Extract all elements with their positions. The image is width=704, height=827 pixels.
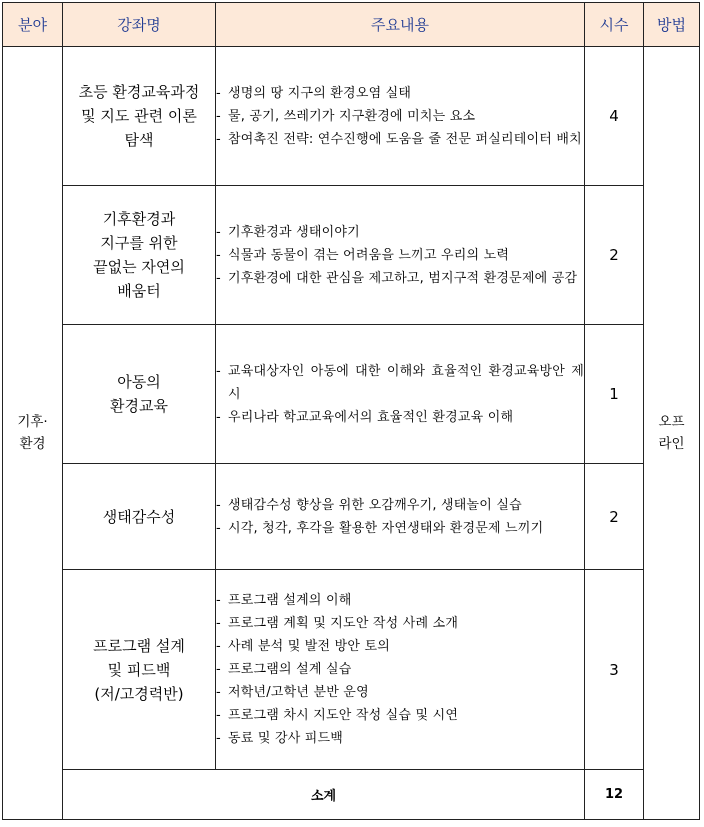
content-item: - 교육대상자인 아동에 대한 이해와 효율적인 환경교육방안 제시 bbox=[216, 360, 584, 406]
header-course: 강좌명 bbox=[63, 3, 216, 47]
hours-cell: 1 bbox=[585, 325, 644, 464]
hours-cell: 4 bbox=[585, 47, 644, 186]
content-item: - 우리나라 학교교육에서의 효율적인 환경교육 이해 bbox=[216, 406, 584, 429]
course-name: 초등 환경교육과정 및 지도 관련 이론 탐색 bbox=[63, 47, 216, 186]
content-cell bbox=[216, 186, 585, 325]
content-item: - 식물과 동물이 겪는 어려움을 느끼고 우리의 노력 bbox=[216, 244, 584, 267]
table-row bbox=[3, 325, 700, 464]
content-item: - 시각, 청각, 후각을 활용한 자연생태와 환경문제 느끼기 bbox=[216, 517, 584, 540]
content-item: - 프로그램 설계의 이해 bbox=[216, 589, 584, 612]
subtotal-label: 소계 bbox=[63, 770, 585, 820]
content-list bbox=[216, 360, 584, 429]
hours-cell: 3 bbox=[585, 570, 644, 770]
table-row bbox=[3, 464, 700, 570]
course-name: 프로그램 설계 및 피드백 (저/고경력반) bbox=[63, 570, 216, 770]
table-row bbox=[3, 47, 700, 186]
content-list bbox=[216, 221, 584, 290]
table-row bbox=[3, 186, 700, 325]
table-row bbox=[3, 570, 700, 770]
subtotal-hours: 12 bbox=[585, 770, 644, 820]
subtotal-row bbox=[3, 770, 700, 820]
content-list bbox=[216, 494, 584, 540]
content-item: - 동료 및 강사 피드백 bbox=[216, 727, 584, 750]
header-method: 방법 bbox=[644, 3, 700, 47]
curriculum-table bbox=[2, 2, 700, 820]
content-item: - 참여촉진 전략: 연수진행에 도움을 줄 전문 퍼실리테이터 배치 bbox=[216, 128, 584, 151]
content-item: - 프로그램 차시 지도안 작성 실습 및 시연 bbox=[216, 704, 584, 727]
field-cell: 기후· 환경 bbox=[3, 47, 63, 820]
hours-cell: 2 bbox=[585, 464, 644, 570]
content-item: - 기후환경과 생태이야기 bbox=[216, 221, 584, 244]
course-name: 생태감수성 bbox=[63, 464, 216, 570]
content-item: - 저학년/고학년 분반 운영 bbox=[216, 681, 584, 704]
content-item: - 사례 분석 및 발전 방안 토의 bbox=[216, 635, 584, 658]
content-cell bbox=[216, 325, 585, 464]
content-list bbox=[216, 589, 584, 750]
header-content: 주요내용 bbox=[216, 3, 585, 47]
content-item: - 프로그램의 설계 실습 bbox=[216, 658, 584, 681]
content-cell bbox=[216, 464, 585, 570]
content-cell bbox=[216, 570, 585, 770]
content-item: - 기후환경에 대한 관심을 제고하고, 범지구적 환경문제에 공감 bbox=[216, 267, 584, 290]
content-item: - 프로그램 계획 및 지도안 작성 사례 소개 bbox=[216, 612, 584, 635]
course-name: 아동의 환경교육 bbox=[63, 325, 216, 464]
content-item: - 생태감수성 향상을 위한 오감깨우기, 생태놀이 실습 bbox=[216, 494, 584, 517]
content-list bbox=[216, 82, 584, 151]
course-name: 기후환경과 지구를 위한 끝없는 자연의 배움터 bbox=[63, 186, 216, 325]
content-cell bbox=[216, 47, 585, 186]
method-cell: 오프 라인 bbox=[644, 47, 700, 820]
header-row bbox=[3, 3, 700, 47]
header-hours: 시수 bbox=[585, 3, 644, 47]
content-item: - 생명의 땅 지구의 환경오염 실태 bbox=[216, 82, 584, 105]
content-item: - 물, 공기, 쓰레기가 지구환경에 미치는 요소 bbox=[216, 105, 584, 128]
hours-cell: 2 bbox=[585, 186, 644, 325]
header-field: 분야 bbox=[3, 3, 63, 47]
